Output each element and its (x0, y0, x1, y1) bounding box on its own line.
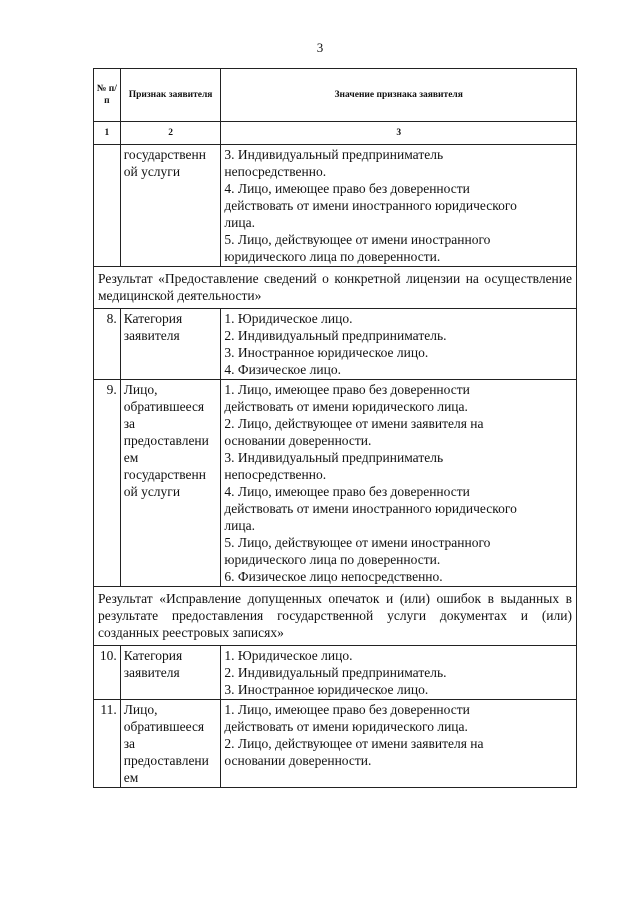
attribute-line: государственн (123, 147, 206, 162)
attribute-line: обратившееся (123, 399, 205, 414)
value-line: 4. Лицо, имеющее право без доверенности (224, 484, 470, 499)
value-line: 3. Индивидуальный предприниматель (224, 450, 444, 465)
attribute-line: за (123, 736, 136, 751)
value-line: лица. (224, 215, 255, 230)
attribute-line: заявителя (123, 665, 180, 680)
column-index-3: 3 (221, 122, 577, 145)
attribute-line: ем (123, 770, 139, 785)
value-line: действовать от имени юридического лица. (224, 399, 468, 414)
attribute-line: Категория (123, 311, 183, 326)
column-index-row (94, 122, 577, 145)
value-cell (221, 700, 577, 788)
value-line: 4. Физическое лицо. (224, 362, 341, 377)
result-heading-2: Результат «Исправление допущенных опечаток и (или) ошибок в выданных в результате предоставления государственной услуги документах и (или) созданных реестровых записях» (94, 587, 577, 646)
header-number: № п/п (94, 69, 121, 122)
value-line: юридического лица по доверенности. (224, 249, 441, 264)
row-number: 10. (94, 646, 121, 700)
attribute-line: предоставлени (123, 433, 209, 448)
attribute-line: заявителя (123, 328, 180, 343)
row-number: 9. (94, 380, 121, 587)
attribute-line: Категория (123, 648, 183, 663)
value-line: юридического лица по доверенности. (224, 552, 441, 567)
attribute-line: ой услуги (123, 164, 181, 179)
value-cell (221, 309, 577, 380)
value-line: 5. Лицо, действующее от имени иностранного (224, 535, 491, 550)
column-index-2: 2 (120, 122, 221, 145)
table-header-row (94, 69, 577, 122)
table-row-11 (94, 700, 577, 788)
attribute-line: государственн (123, 467, 206, 482)
attribute-line: обратившееся (123, 719, 205, 734)
table-row-continued (94, 145, 577, 267)
attribute-cell (120, 380, 221, 587)
value-line: основании доверенности. (224, 433, 372, 448)
result-heading-1: Результат «Предоставление сведений о конкретной лицензии на осуществление медицинской деятельности» (94, 267, 577, 309)
value-line: действовать от имени юридического лица. (224, 719, 468, 734)
row-number-empty (94, 145, 121, 267)
attribute-line: Лицо, (123, 702, 158, 717)
header-value: Значение признака заявителя (221, 69, 577, 122)
attribute-line: ем (123, 450, 139, 465)
attribute-line: ой услуги (123, 484, 181, 499)
value-cell (221, 145, 577, 267)
value-line: лица. (224, 518, 255, 533)
value-cell (221, 646, 577, 700)
value-line: 3. Индивидуальный предприниматель (224, 147, 444, 162)
value-line: 4. Лицо, имеющее право без доверенности (224, 181, 470, 196)
value-line: 3. Иностранное юридическое лицо. (224, 682, 429, 697)
value-line: непосредственно. (224, 164, 327, 179)
applicant-attributes-table (93, 68, 577, 788)
table-row-8 (94, 309, 577, 380)
header-attribute: Признак заявителя (120, 69, 221, 122)
value-line: 2. Лицо, действующее от имени заявителя на (224, 736, 484, 751)
page-number: 3 (316, 40, 324, 55)
attribute-line: предоставлени (123, 753, 209, 768)
table-row-10 (94, 646, 577, 700)
attribute-cell (120, 700, 221, 788)
row-number: 11. (94, 700, 121, 788)
attribute-cell (120, 309, 221, 380)
value-line: 5. Лицо, действующее от имени иностранного (224, 232, 491, 247)
attribute-cell (120, 145, 221, 267)
value-line: 2. Индивидуальный предприниматель. (224, 328, 447, 343)
value-line: 1. Лицо, имеющее право без доверенности (224, 702, 470, 717)
value-line: 2. Индивидуальный предприниматель. (224, 665, 447, 680)
value-line: действовать от имени иностранного юридического (224, 501, 517, 516)
column-index-1: 1 (94, 122, 121, 145)
row-number: 8. (94, 309, 121, 380)
result-section-row (94, 587, 577, 646)
value-line: 1. Лицо, имеющее право без доверенности (224, 382, 470, 397)
attribute-line: за (123, 416, 136, 431)
value-line: 2. Лицо, действующее от имени заявителя на (224, 416, 484, 431)
value-line: действовать от имени иностранного юридического (224, 198, 517, 213)
value-line: основании доверенности. (224, 753, 372, 768)
attribute-line: Лицо, (123, 382, 158, 397)
value-line: 1. Юридическое лицо. (224, 648, 353, 663)
value-line: 6. Физическое лицо непосредственно. (224, 569, 443, 584)
value-line: непосредственно. (224, 467, 327, 482)
value-cell (221, 380, 577, 587)
result-section-row (94, 267, 577, 309)
value-line: 3. Иностранное юридическое лицо. (224, 345, 429, 360)
table-row-9 (94, 380, 577, 587)
value-line: 1. Юридическое лицо. (224, 311, 353, 326)
attribute-cell (120, 646, 221, 700)
